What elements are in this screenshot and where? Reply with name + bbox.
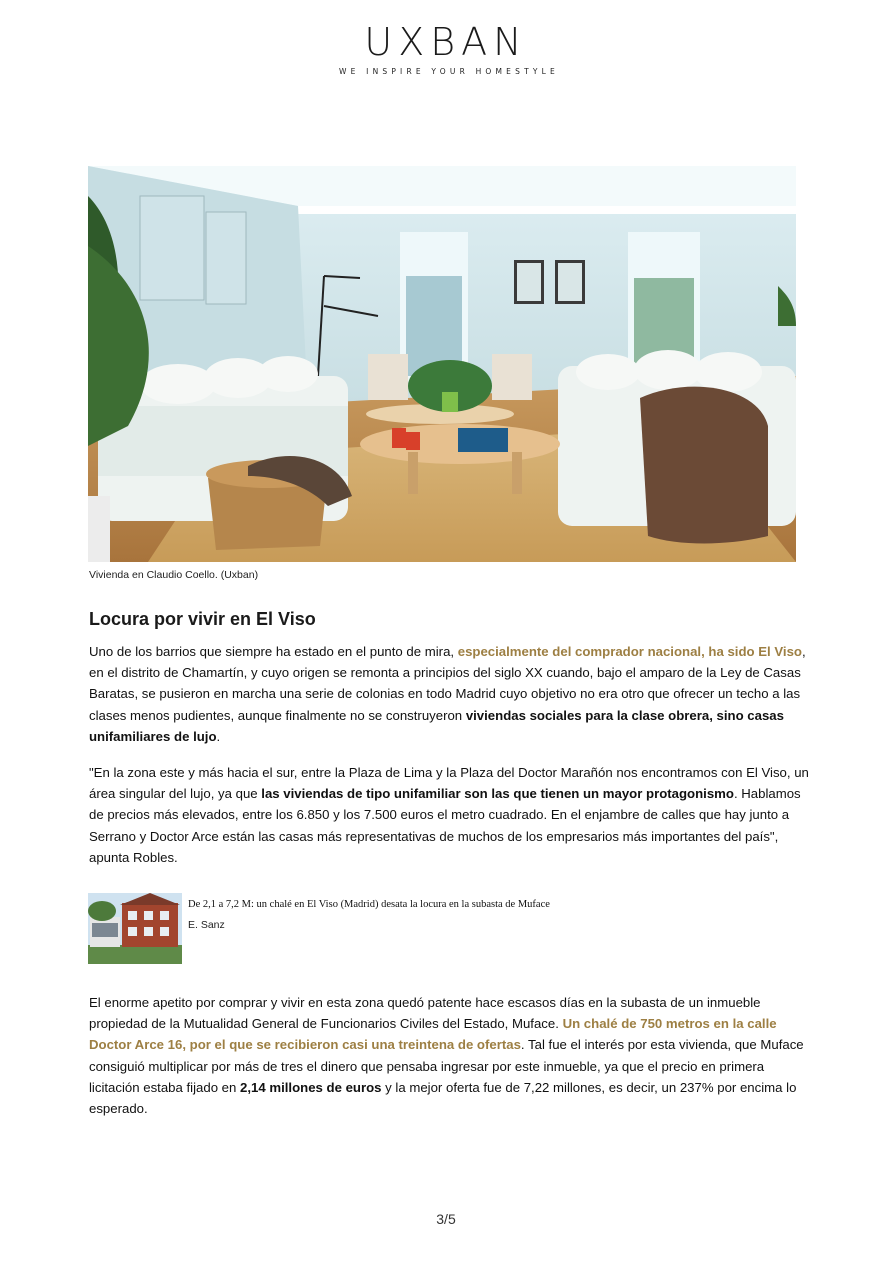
p1-text-1: Uno de los barrios que siempre ha estado en el punto de mira, (89, 644, 458, 659)
p2-text-1: "En la zona este y más hacia el sur, entre la Plaza de Lima y la Plaza del Doctor Marañón nos encontramos con El Viso, un área singular del lujo, ya que (89, 765, 809, 802)
hero-photo (88, 166, 796, 562)
logo-tagline: WE INSPIRE YOUR HOMESTYLE (339, 67, 559, 76)
p2-bold-1: las viviendas de tipo unifamiliar son las que tienen un mayor protagonismo (261, 786, 734, 802)
related-article-title[interactable]: De 2,1 a 7,2 M: un chalé en El Viso (Madrid) desata la locura en la subasta de Muface (188, 899, 550, 910)
p3-text-3: y la mejor oferta fue de 7,22 millones, es decir, un 237% por encima lo esperado. (89, 1079, 797, 1117)
photo-caption: Vivienda en Claudio Coello. (Uxban) (89, 569, 259, 581)
paragraph-3 (89, 992, 809, 1119)
p3-bold-1: 2,14 millones de euros (240, 1079, 382, 1095)
p1-link-el-viso[interactable]: especialmente del comprador nacional, ha sido El Viso (457, 644, 802, 659)
article-heading: Locura por vivir en El Viso (89, 609, 316, 629)
p2-text-2: . Hablamos de precios más elevados, entre los 6.850 y los 7.500 euros el metro cuadrado. En el enjambre de calles que hay junto a Serrano y Doctor Arce están las casas más representativas de muchos de los empresarios más importantes del país", apunta Robles. (89, 786, 801, 865)
logo-wordmark: UXBAN (364, 20, 528, 64)
p1-bold-1: viviendas sociales para la clase obrera, sino casas unifamiliares de lujo (89, 707, 784, 744)
paragraph-1 (89, 641, 809, 747)
p1-text-2: , en el distrito de Chamartín, y cuyo origen se remonta a principios del siglo XX cuando, bajo el amparo de la Ley de Casas Baratas, se pusieron en marcha una serie de colonias en todo Madrid cuyo objetivo no era otro que ofrecer un techo a las clases menos pudientes, aunque finalmente no se construyeron (89, 644, 806, 723)
page-number: 3/5 (436, 1211, 456, 1227)
related-article-thumbnail[interactable] (88, 893, 182, 964)
site-logo[interactable] (0, 22, 892, 76)
related-article-author: E. Sanz (188, 919, 225, 931)
paragraph-2 (89, 762, 809, 868)
p3-text-2: . Tal fue el interés por esta vivienda, que Muface consiguió multiplicar por más de tres el dinero que pensaba ingresar por este inmueble, ya que el precio en primera licitación estaba fijado en (89, 1037, 804, 1095)
p3-text-1: El enorme apetito por comprar y vivir en esta zona quedó patente hace escasos días en la subasta de un inmueble propiedad de la Mutualidad General de Funcionarios Civiles del Estado, Muface. (89, 995, 761, 1032)
p3-link-chalet[interactable]: Un chalé de 750 metros en la calle Doctor Arce 16, por el que se recibieron casi una treintena de ofertas (89, 1016, 777, 1053)
p1-text-3: . (216, 728, 221, 744)
